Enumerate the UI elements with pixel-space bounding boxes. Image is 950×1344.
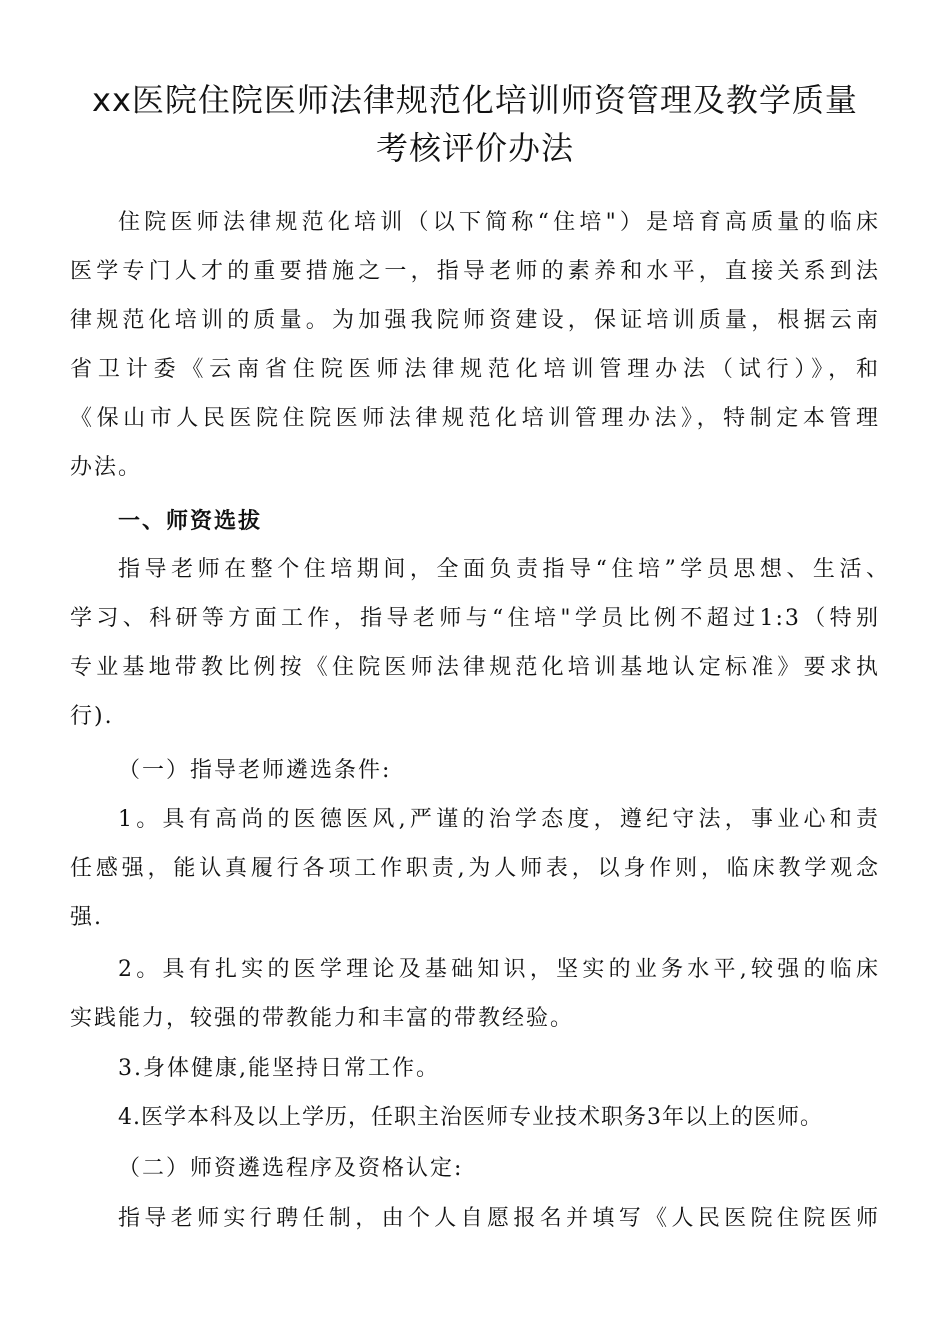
intro-line-5: 《保山市人民医院住院医师法律规范化培训管理办法》，特制定本管理 [70, 406, 880, 431]
item-3: 3.身体健康,能坚持日常工作。 [118, 1056, 440, 1081]
intro-line-6: 办法。 [70, 455, 143, 480]
subsection-1-heading: （一）指导老师遴选条件: [118, 758, 392, 783]
item-2-line-1: 2。具有扎实的医学理论及基础知识，坚实的业务水平,较强的临床 [118, 957, 880, 982]
item-1-line-3: 强. [70, 905, 103, 930]
item-1-line-2: 任感强，能认真履行各项工作职责,为人师表，以身作则，临床教学观念 [70, 856, 880, 881]
item-4: 4.医学本科及以上学历，任职主治医师专业技术职务3年以上的医师。 [118, 1105, 823, 1130]
section-1-para-line-3: 专业基地带教比例按《住院医师法律规范化培训基地认定标准》要求执 [70, 655, 880, 680]
item-2-line-2: 实践能力，较强的带教能力和丰富的带教经验。 [70, 1006, 575, 1031]
document-title-line-1: xx医院住院医师法律规范化培训师资管理及教学质量 [92, 81, 858, 119]
subsection-2-para-line-1: 指导老师实行聘任制，由个人自愿报名并填写《人民医院住院医师 [118, 1206, 880, 1231]
section-1-para-line-4: 行). [70, 704, 114, 729]
section-1-heading: 一、师资选拔 [118, 509, 263, 534]
subsection-2-heading: （二）师资遴选程序及资格认定: [118, 1156, 464, 1181]
section-1-para-line-1: 指导老师在整个住培期间，全面负责指导“住培”学员思想、生活、 [118, 557, 890, 582]
intro-line-3: 律规范化培训的质量。为加强我院师资建设，保证培训质量，根据云南 [70, 308, 880, 333]
intro-line-4: 省卫计委《云南省住院医师法律规范化培训管理办法（试行）》，和 [70, 357, 880, 382]
intro-line-2: 医学专门人才的重要措施之一，指导老师的素养和水平，直接关系到法 [70, 259, 880, 284]
item-1-line-1: 1。具有高尚的医德医风,严谨的治学态度，遵纪守法，事业心和责 [118, 807, 880, 832]
document-title-line-2: 考核评价办法 [375, 129, 574, 167]
section-1-para-line-2: 学习、科研等方面工作，指导老师与“住培"学员比例不超过1:3（特别 [70, 606, 880, 631]
intro-line-1: 住院医师法律规范化培训（以下简称“住培"）是培育高质量的临床 [118, 210, 880, 235]
